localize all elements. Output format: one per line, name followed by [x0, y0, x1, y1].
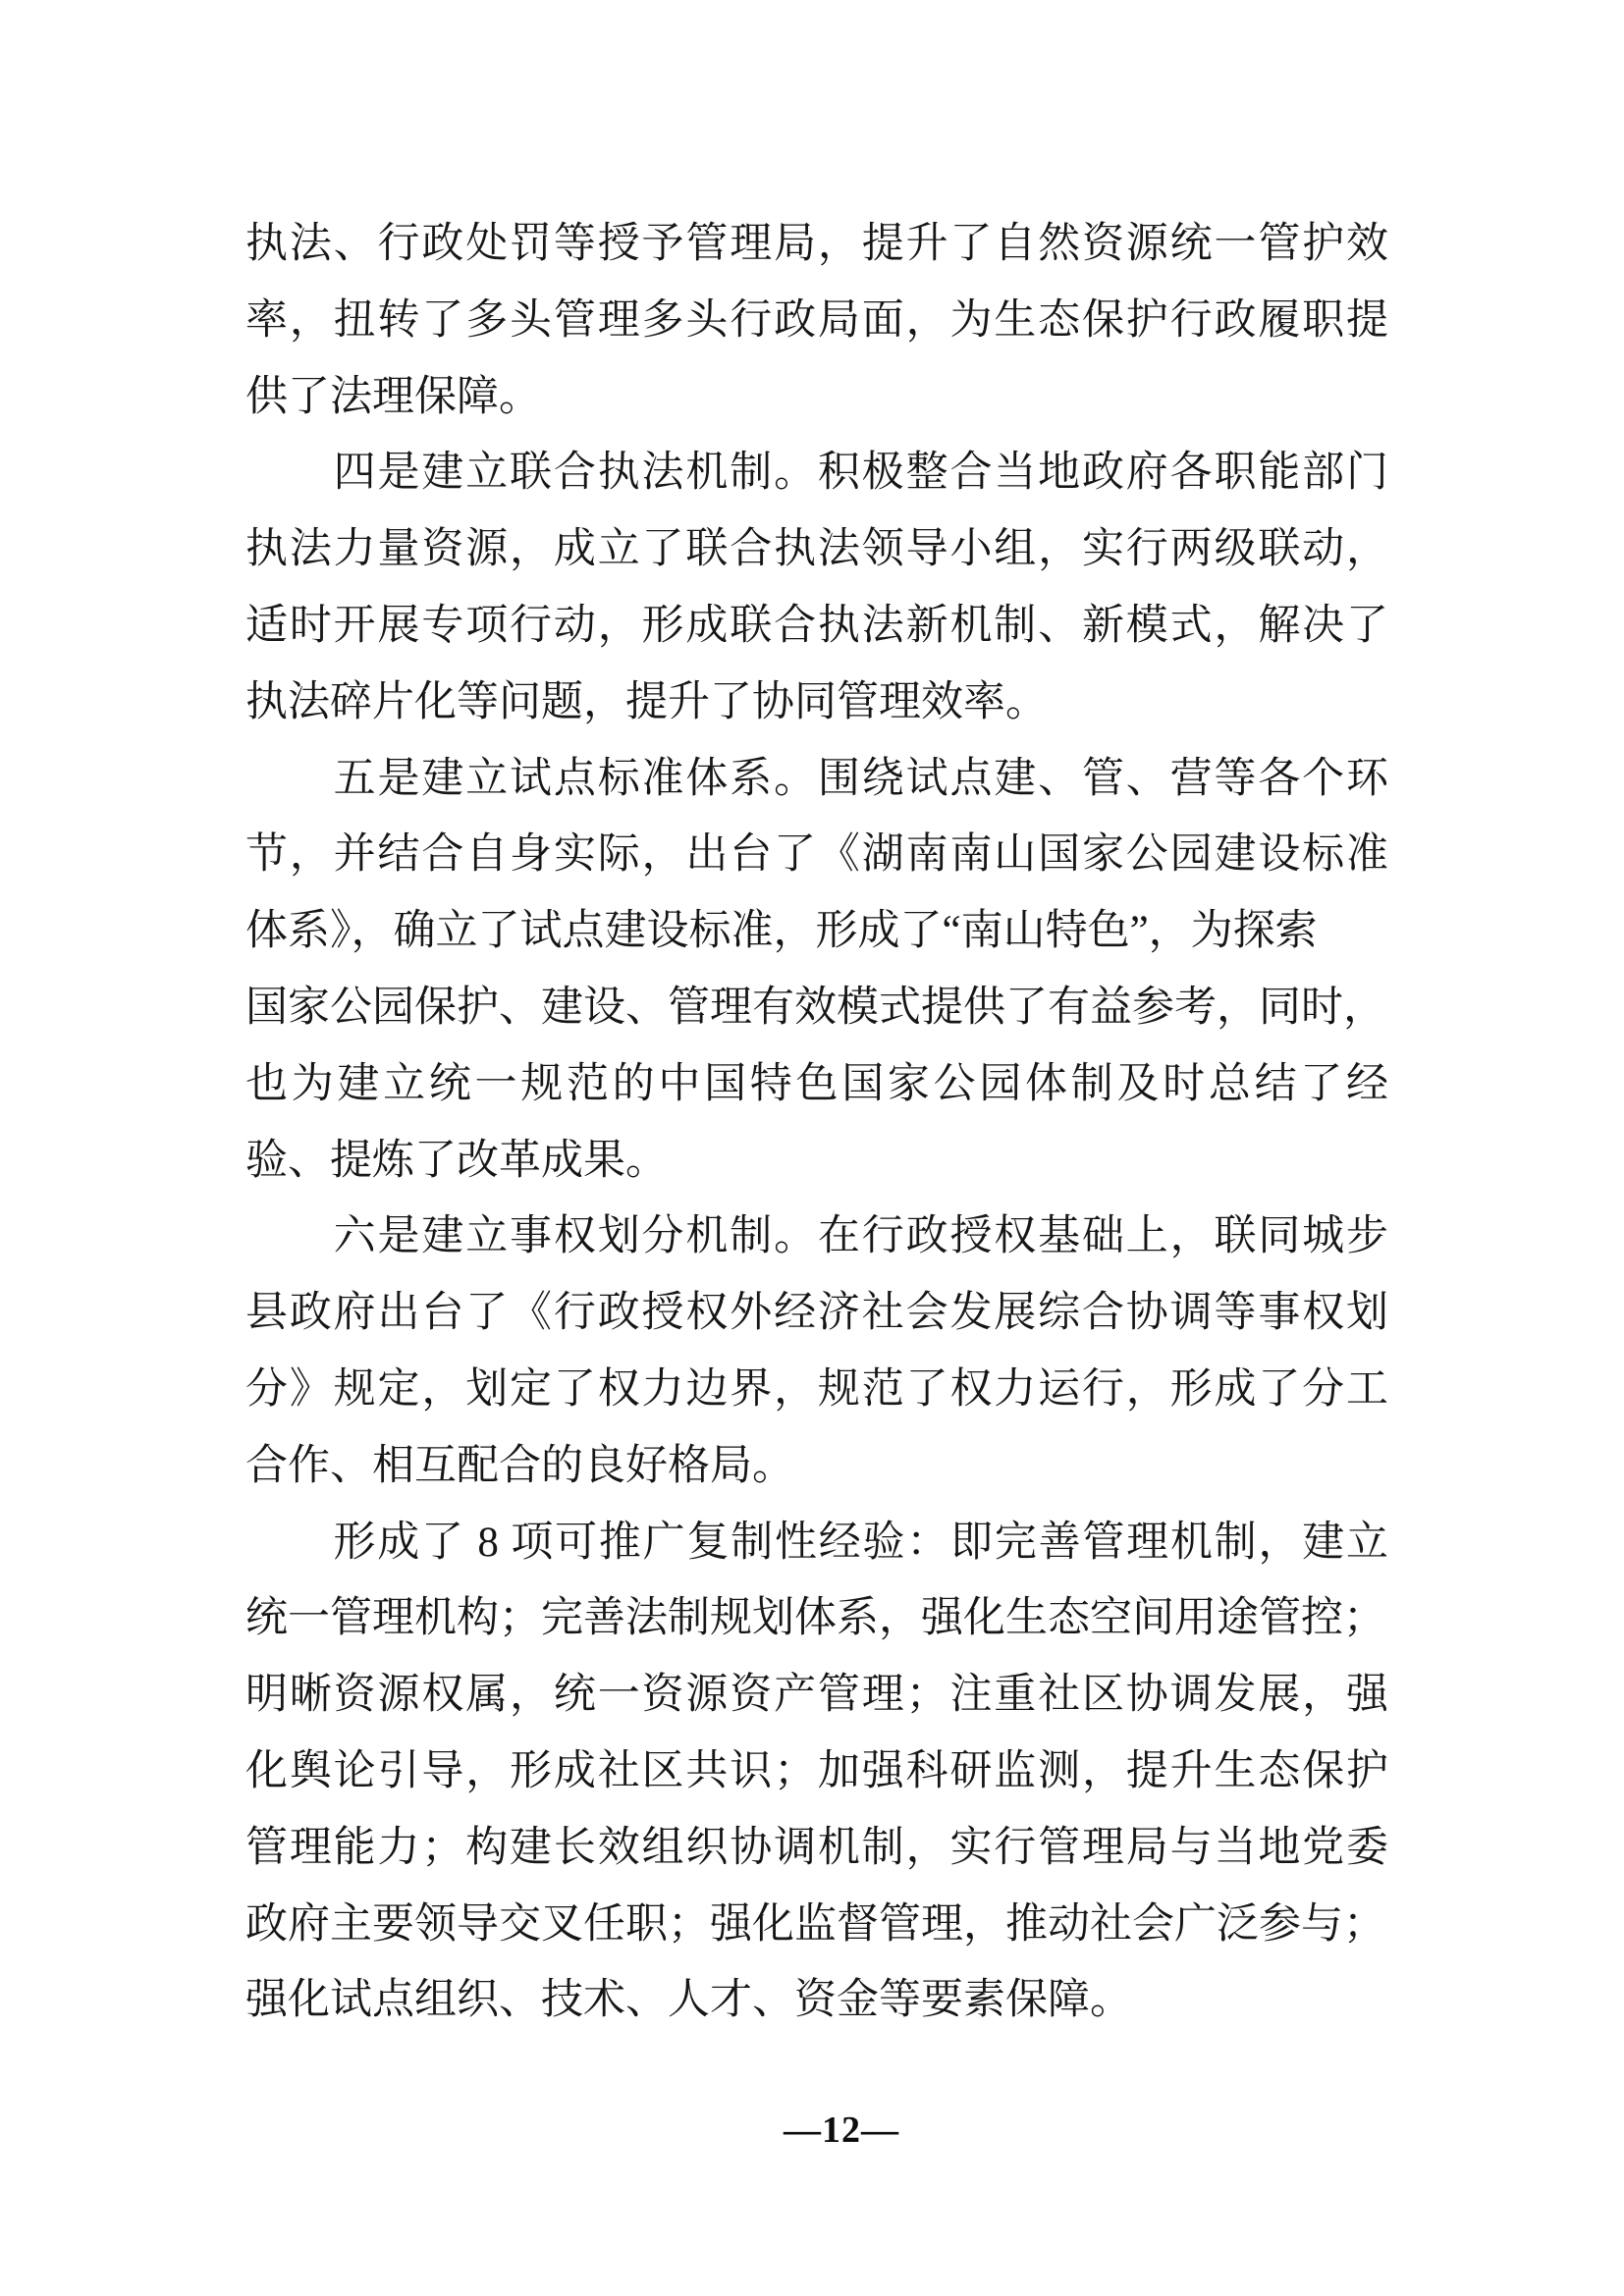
body-text [245, 206, 1388, 2039]
text-line: 形成了 8 项可推广复制性经验：即完善管理机制，建立 [245, 1519, 1388, 1566]
page-number: —12— [784, 2109, 899, 2151]
text-line: 也为建立统一规范的中国特色国家公园体制及时总结了经 [245, 1060, 1388, 1107]
text-line: 执法、行政处罚等授予管理局，提升了自然资源统一管护效 [245, 221, 1388, 267]
text-line: 县政府出台了《行政授权外经济社会发展综合协调等事权划 [245, 1290, 1388, 1337]
text-line: 强化试点组织、技术、人才、资金等要素保障。 [245, 1977, 1132, 2024]
text-line: 国家公园保护、建设、管理有效模式提供了有益参考，同时， [245, 984, 1385, 1031]
text-line: 管理能力；构建长效组织协调机制，实行管理局与当地党委 [245, 1824, 1388, 1871]
text-line: 率，扭转了多头管理多头行政局面，为生态保护行政履职提 [245, 296, 1388, 344]
text-line: 体系》，确立了试点建设标准，形成了“南山特色”，为探索 [245, 908, 1318, 955]
text-line: 统一管理机构；完善法制规划体系，强化生态空间用途管控； [245, 1595, 1385, 1642]
text-line: 合作、相互配合的良好格局。 [245, 1442, 794, 1489]
text-line: 供了法理保障。 [245, 373, 541, 420]
text-line: 执法力量资源，成立了联合执法领导小组，实行两级联动， [245, 526, 1388, 573]
text-line: 节，并结合自身实际，出台了《湖南南山国家公园建设标准 [245, 831, 1388, 879]
text-line: 适时开展专项行动，形成联合执法新机制、新模式，解决了 [245, 602, 1388, 649]
text-line: 验、提炼了改革成果。 [245, 1137, 668, 1184]
text-line: 执法碎片化等问题，提升了协同管理效率。 [245, 678, 1048, 725]
text-line: 政府主要领导交叉任职；强化监督管理，推动社会广泛参与； [245, 1900, 1385, 1948]
text-line: 明晰资源权属，统一资源资产管理；注重社区协调发展，强 [245, 1672, 1388, 1719]
text-line: 化舆论引导，形成社区共识；加强科研监测，提升生态保护 [245, 1747, 1388, 1794]
text-line: 六是建立事权划分机制。在行政授权基础上，联同城步 [245, 1213, 1388, 1260]
text-line: 五是建立试点标准体系。围绕试点建、管、营等各个环 [245, 755, 1388, 802]
text-line: 分》规定，划定了权力边界，规范了权力运行，形成了分工 [245, 1365, 1388, 1413]
text-line: 四是建立联合执法机制。积极整合当地政府各职能部门 [245, 450, 1388, 497]
